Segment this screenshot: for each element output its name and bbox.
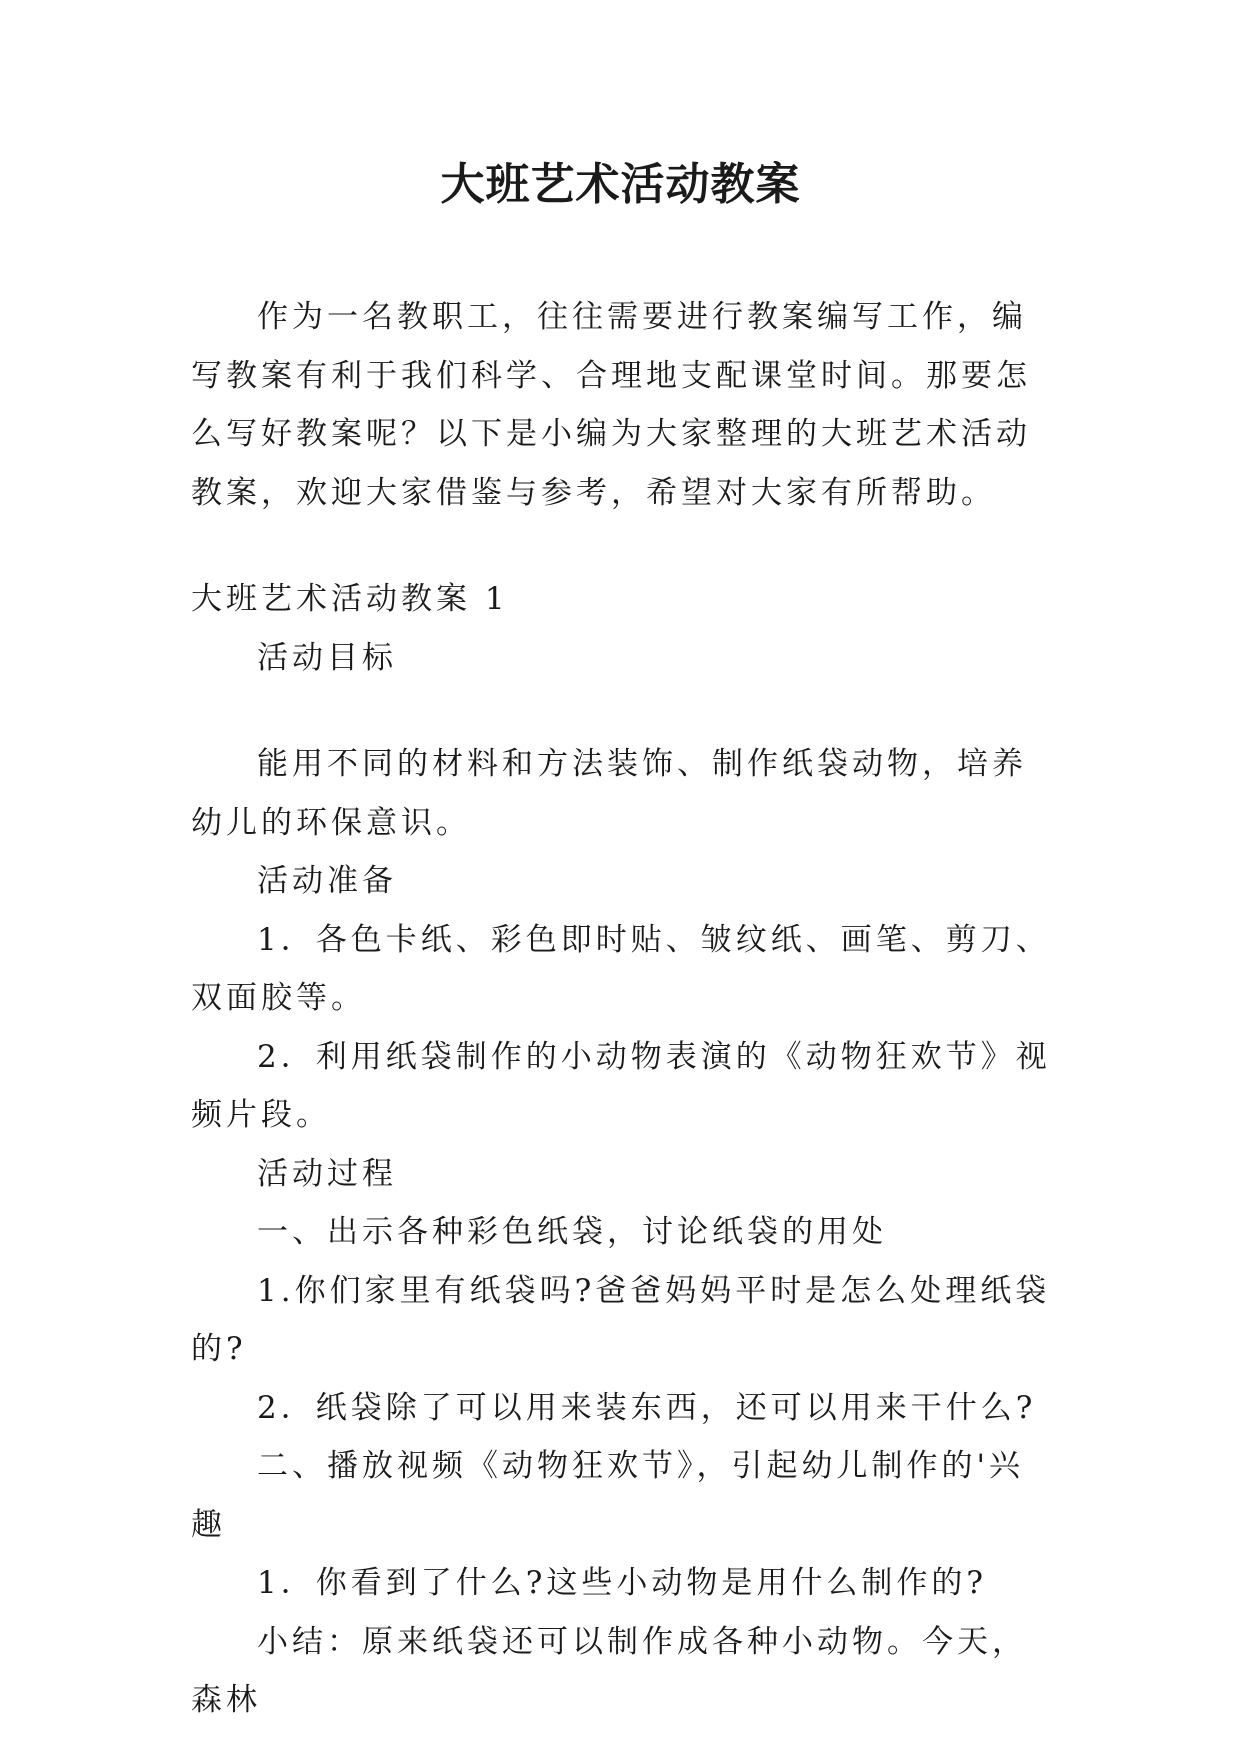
goal-heading: 活动目标 <box>257 639 397 676</box>
process-question-1: 1.你们家里有纸袋吗?爸爸妈妈平时是怎么处理纸袋的? <box>191 1272 1051 1367</box>
section-heading: 大班艺术活动教案 1 <box>191 581 509 617</box>
prep-heading: 活动准备 <box>257 863 397 899</box>
document-title: 大班艺术活动教案 <box>440 159 801 210</box>
process-question-3: 1．你看到了什么?这些小动物是用什么制作的? <box>257 1565 987 1601</box>
prep-item-1: 1．各色卡纸、彩色即时贴、皱纹纸、画笔、剪刀、双面胶等。 <box>191 921 1051 1016</box>
summary-paragraph: 小结：原来纸袋还可以制作成各种小动物。今天，森林 <box>191 1623 1027 1718</box>
intro-paragraph: 作为一名教职工，往往需要进行教案编写工作，编写教案有利于我们科学、合理地支配课堂时间。那要怎么写好教案呢？以下是小编为大家整理的大班艺术活动教案，欢迎大家借鉴与参考，希望对大家有所帮助。 <box>191 299 1031 511</box>
document-body <box>191 288 1055 1730</box>
goal-paragraph: 能用不同的材料和方法装饰、制作纸袋动物，培养幼儿的环保意识。 <box>191 746 1027 841</box>
process-heading: 活动过程 <box>257 1155 397 1192</box>
process-question-2: 2．纸袋除了可以用来装东西，还可以用来干什么? <box>257 1389 1037 1426</box>
process-step-2: 二、播放视频《动物狂欢节》，引起幼儿制作的'兴趣 <box>191 1448 1025 1543</box>
process-step-1: 一、出示各种彩色纸袋，讨论纸袋的用处 <box>257 1214 887 1250</box>
prep-item-2: 2．利用纸袋制作的小动物表演的《动物狂欢节》视频片段。 <box>191 1038 1051 1133</box>
